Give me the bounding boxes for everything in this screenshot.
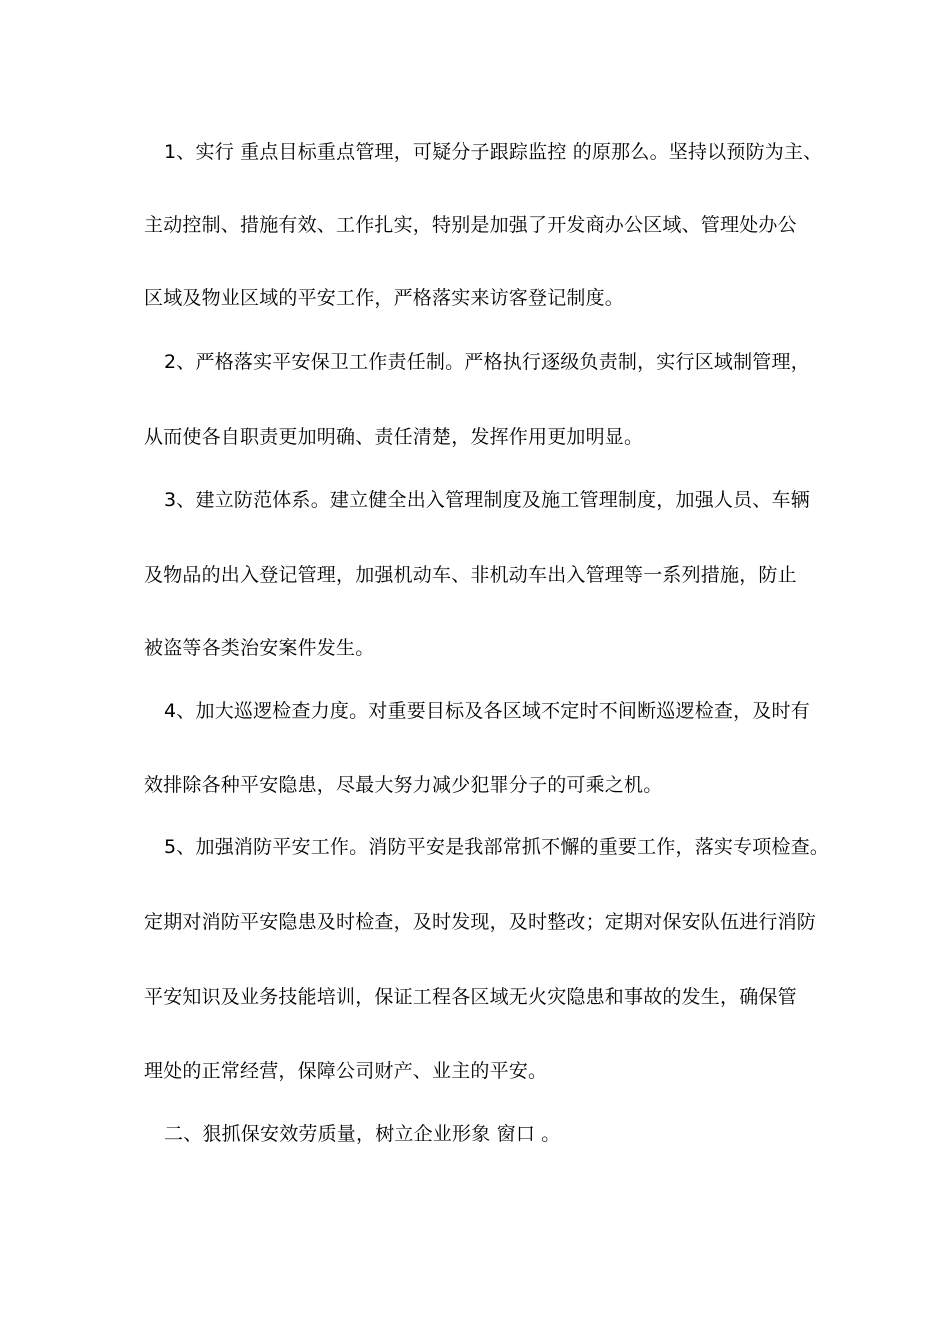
- paragraph-4-line-1: 4、加大巡逻检查力度。对重要目标及各区域不定时不间断巡逻检查，及时有: [164, 700, 810, 722]
- paragraph-4-line-2: 效排除各种平安隐患，尽最大努力减少犯罪分子的可乘之机。: [144, 774, 663, 796]
- paragraph-3-line-2: 及物品的出入登记管理，加强机动车、非机动车出入管理等一系列措施，防止: [144, 564, 797, 586]
- paragraph-5-line-1: 5、加强消防平安工作。消防平安是我部常抓不懈的重要工作，落实专项检查。: [164, 836, 830, 858]
- paragraph-3-line-3: 被盗等各类治安案件发生。: [144, 637, 375, 659]
- paragraph-1-line-3: 区域及物业区域的平安工作，严格落实来访客登记制度。: [144, 287, 625, 309]
- paragraph-5-line-2: 定期对消防平安隐患及时检查，及时发现，及时整改；定期对保安队伍进行消防: [144, 911, 817, 933]
- paragraph-3-line-1: 3、建立防范体系。建立健全出入管理制度及施工管理制度，加强人员、车辆: [164, 489, 810, 511]
- paragraph-1-line-2: 主动控制、措施有效、工作扎实，特别是加强了开发商办公区域、管理处办公: [144, 214, 797, 236]
- paragraph-5-line-4: 理处的正常经营，保障公司财产、业主的平安。: [144, 1060, 548, 1082]
- paragraph-2-line-2: 从而使各自职责更加明确、责任清楚，发挥作用更加明显。: [144, 426, 644, 448]
- paragraph-2-line-1: 2、严格落实平安保卫工作责任制。严格执行逐级负责制，实行区域制管理，: [164, 351, 810, 373]
- paragraph-5-line-3: 平安知识及业务技能培训，保证工程各区域无火灾隐患和事故的发生，确保管: [144, 986, 797, 1008]
- paragraph-1-line-1: 1、实行 重点目标重点管理，可疑分子跟踪监控 的原那么。坚持以预防为主、: [164, 141, 823, 163]
- section-heading-2: 二、狠抓保安效劳质量，树立企业形象 窗口 。: [164, 1123, 561, 1145]
